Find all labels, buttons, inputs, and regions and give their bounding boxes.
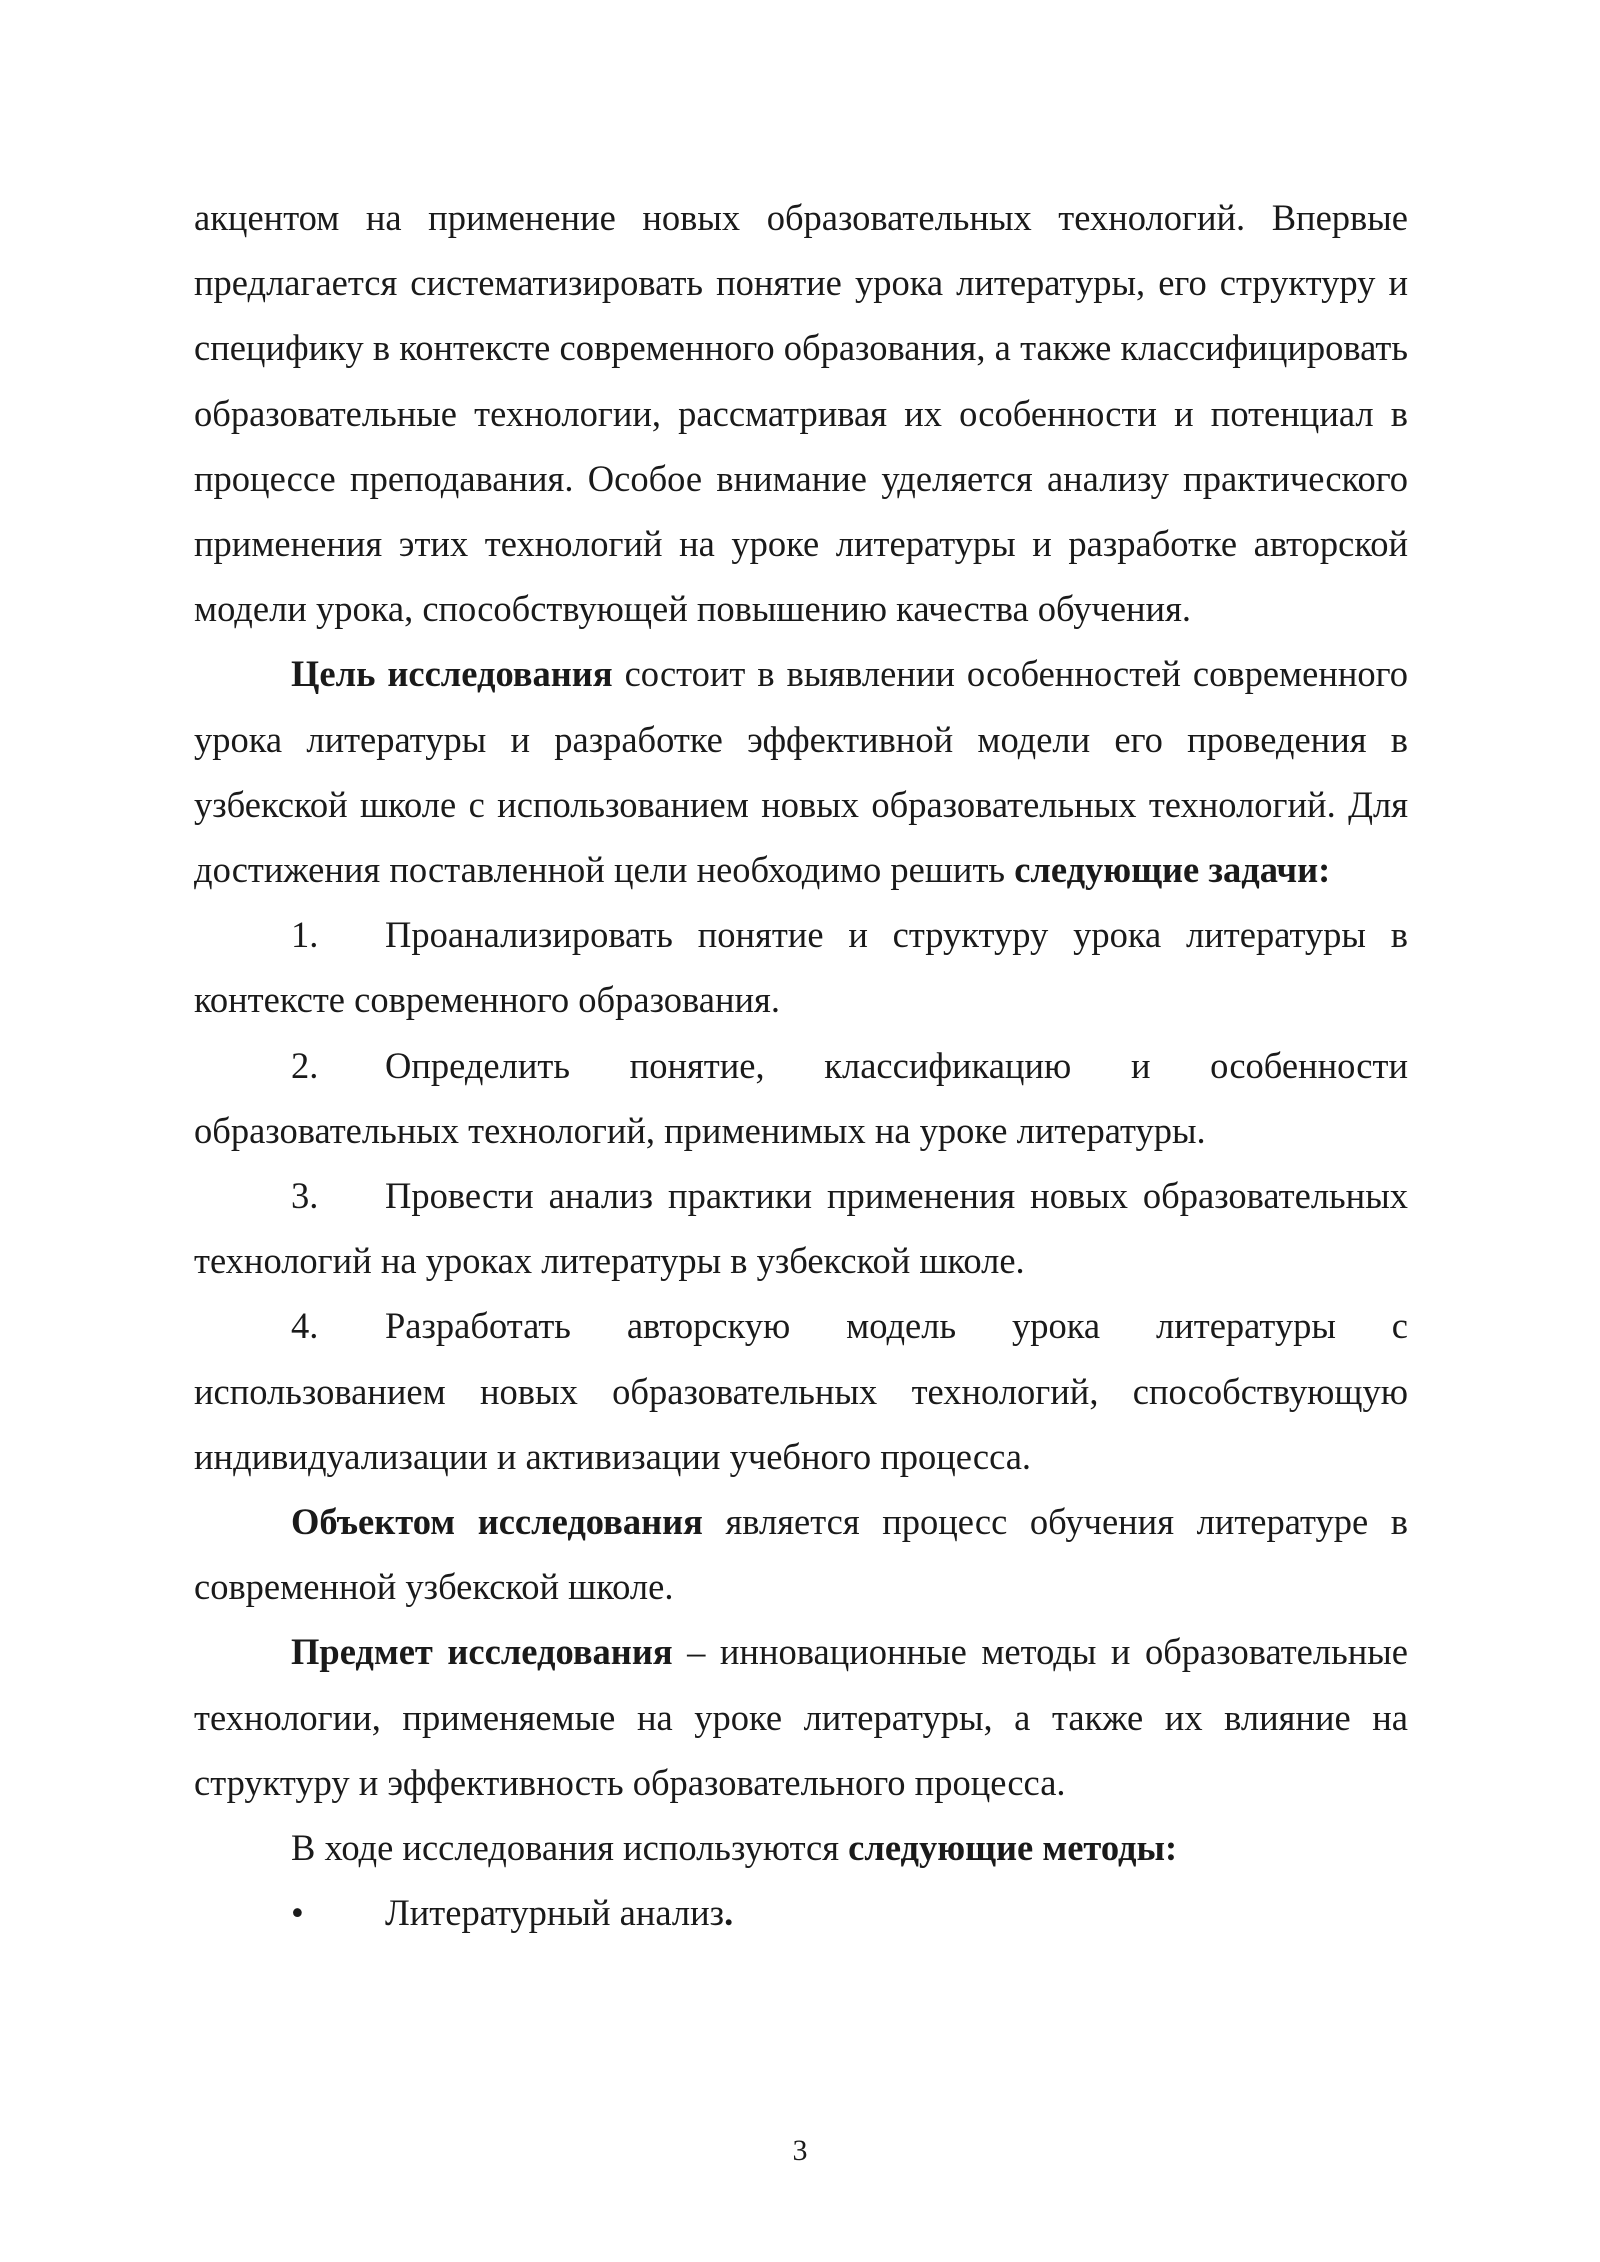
page-number: 3 — [792, 2134, 808, 2167]
task-number: 1. — [291, 914, 319, 956]
bullet-icon: • — [291, 1892, 304, 1934]
method-item-1 — [194, 1880, 1408, 1945]
tasks-label: следующие задачи: — [1014, 849, 1331, 891]
methods-paragraph — [194, 1815, 1408, 1880]
task-item-2 — [194, 1033, 1408, 1163]
object-paragraph — [194, 1489, 1408, 1619]
methods-intro: В ходе исследования используются — [291, 1827, 849, 1869]
task-text: Проанализировать понятие и структуру урока литературы в контексте современного образования. — [194, 914, 1408, 1021]
object-label: Объектом исследования — [291, 1501, 703, 1543]
task-text: Разработать авторскую модель урока литературы с использованием новых образовательных технологий, способствующую индивидуализации и активизации учебного процесса. — [194, 1305, 1408, 1477]
subject-label: Предмет исследования — [291, 1631, 673, 1673]
method-end: . — [724, 1892, 734, 1934]
method-text: Литературный анализ — [385, 1892, 725, 1934]
task-number: 2. — [291, 1044, 319, 1086]
task-number: 3. — [291, 1175, 319, 1217]
task-number: 4. — [291, 1305, 319, 1347]
task-item-4 — [194, 1293, 1408, 1489]
goal-paragraph — [194, 641, 1408, 902]
subject-paragraph — [194, 1619, 1408, 1815]
task-item-1 — [194, 902, 1408, 1032]
task-text: Определить понятие, классификацию и особенности образовательных технологий, применимых на уроке литературы. — [194, 1044, 1408, 1151]
document-page — [194, 185, 1408, 1945]
task-text: Провести анализ практики применения новых образовательных технологий на уроках литературы в узбекской школе. — [194, 1175, 1408, 1282]
task-item-3 — [194, 1163, 1408, 1293]
object-text: является процесс обучения литературе в современной узбекской школе. — [194, 1501, 1408, 1608]
intro-paragraph: акцентом на применение новых образовательных технологий. Впервые предлагается систематизировать понятие урока литературы, его структуру и специфику в контексте современного образования, а также классифицировать образовательные технологии, рассматривая их особенности и потенциал в процессе преподавания. Особое внимание уделяется анализу практического применения этих технологий на уроке литературы и разработке авторской модели урока, способствующей повышению качества обучения. — [194, 197, 1408, 630]
subject-text: – инновационные методы и образовательные технологии, применяемые на уроке литературы, а также их влияние на структуру и эффективность образовательного процесса. — [194, 1631, 1408, 1803]
methods-label: следующие методы: — [848, 1827, 1178, 1869]
goal-label: Цель исследования — [291, 653, 613, 695]
goal-text: состоит в выявлении особенностей современного урока литературы и разработке эффективной модели его проведения в узбекской школе с использованием новых образовательных технологий. Для достижения поставленной цели необходимо решить — [194, 653, 1408, 891]
